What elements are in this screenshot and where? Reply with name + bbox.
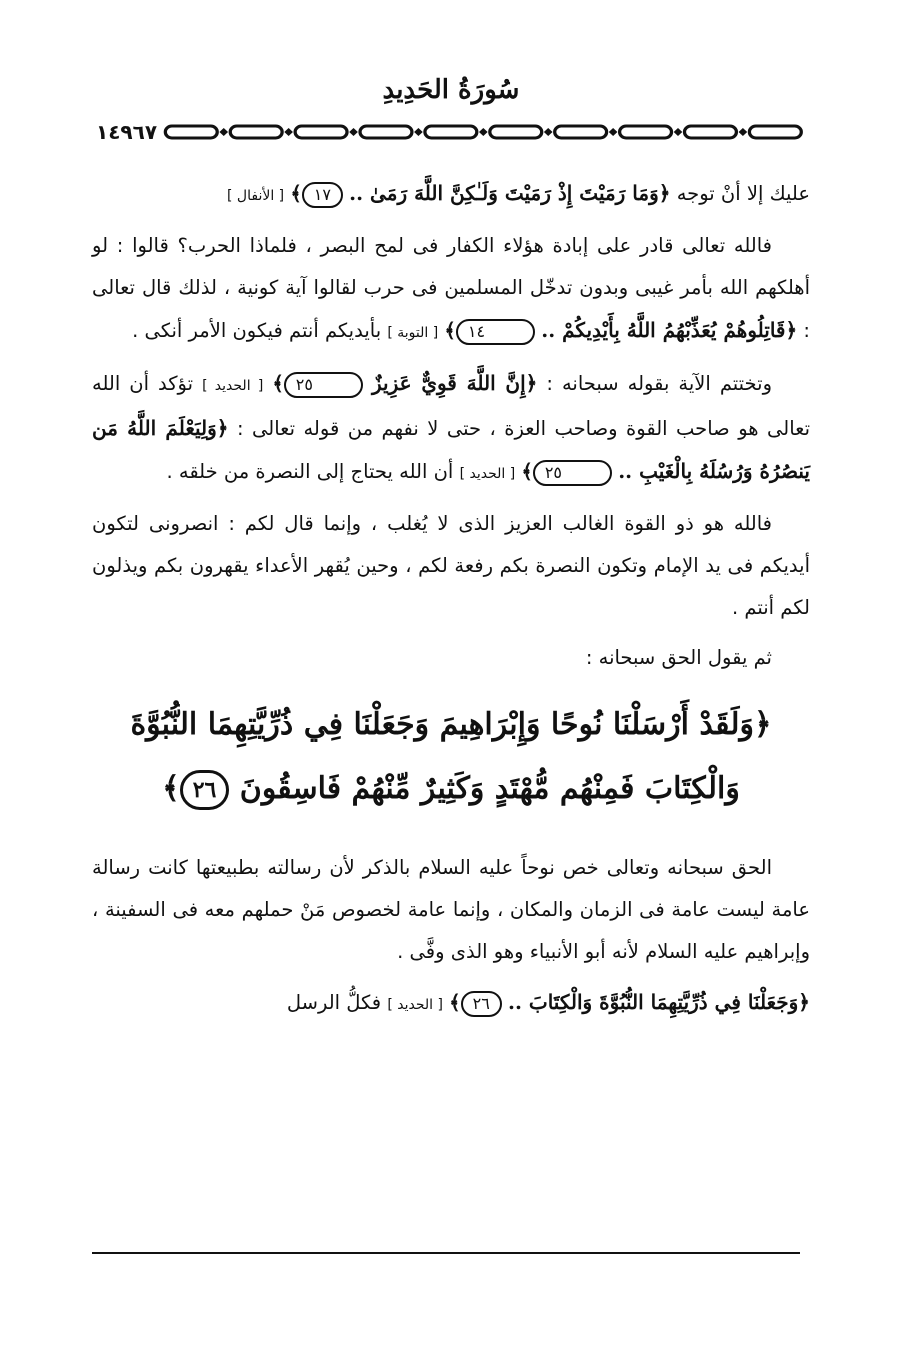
quote-close-bracket: ﴾ [272, 372, 284, 395]
ayah-number-badge: ٢٦ [461, 991, 502, 1017]
quote-close-bracket: ﴾ [444, 319, 456, 342]
verse-line-2-text: وَالْكِتَابَ فَمِنْهُم مُّهْتَدٍ وَكَثِيرٌ مِّنْهُمْ فَاسِقُونَ [239, 771, 740, 806]
ayah-number-badge: ٢٦ [180, 770, 230, 810]
surah-reference: [ التوبة ] [387, 325, 439, 341]
paragraph-text: بأيديكم أنتم فيكون الأمر أنكى . [132, 319, 382, 342]
paragraph-text: عليك إلا أنْ توجه [676, 182, 810, 205]
footer-divider [92, 1252, 800, 1254]
quran-quote: ﴿وَمَا رَمَيْتَ إِذْ رَمَيْتَ وَلَـٰكِنَّ اللَّهَ رَمَىٰ .. [349, 181, 671, 205]
paragraph-text: تؤكد أن الله تعالى هو صاحب القوة وصاحب العزة ، حتى لا نفهم من قوله تعالى : [92, 372, 811, 440]
page-body [92, 172, 810, 1026]
paragraph-3 [92, 362, 810, 495]
quran-quote: ﴿وَجَعَلْنَا فِي ذُرِّيَّتِهِمَا النُّبُوَّةَ وَالْكِتَابَ .. [508, 990, 810, 1014]
quote-close-bracket: ﴾ [449, 991, 461, 1014]
quote-close-bracket: ﴾ [521, 460, 533, 483]
ayah-number-badge: ٢٥ [284, 372, 363, 398]
surah-reference: [ الأنفال ] [227, 188, 285, 204]
paragraph-text: وتختتم الآية بقوله سبحانه : [546, 372, 772, 395]
chain-ornament-icon [161, 122, 810, 142]
quran-quote: ﴿وَلِيَعْلَمَ اللَّهُ مَن يَنصُرُهُ وَرُسُلَهُ بِالْغَيْبِ .. [92, 416, 810, 483]
surah-reference: [ الحديد ] [387, 997, 443, 1013]
paragraph-5: ثم يقول الحق سبحانه : [585, 646, 772, 669]
paragraph-text: فالله تعالى قادر على إبادة هؤلاء الكفار فى لمح البصر ، فلماذا الحرب؟ قالوا : لو أهلكهم الله بأمر غيبى وبدون تدخّل المسلمين فى حرب لقالوا آية كونية ، لذلك قال تعالى : [92, 234, 810, 342]
quote-close-bracket: ﴾ [162, 771, 180, 806]
surah-reference: [ الحديد ] [459, 466, 516, 482]
page [92, 70, 810, 1270]
paragraph-6: الحق سبحانه وتعالى خص نوحاً عليه السلام بالذكر لأن رسالته بطبيعتها كانت رسالة عامة ليست عامة فى الزمان والمكان ، وإنما عامة لخصوص مَنْ حملهم معه فى السفينة ، وإبراهيم عليه السلام لأنه أبو الأنبياء وهو الذى وفَّى . [92, 856, 810, 963]
quote-close-bracket: ﴾ [290, 182, 302, 205]
quran-quote: ﴿قَاتِلُوهُمْ يُعَذِّبْهُمُ اللَّهُ بِأَيْدِيكُمْ .. [541, 318, 798, 342]
paragraph-4: فالله هو ذو القوة الغالب العزيز الذى لا يُغلب ، وإنما قال لكم : انصرونى لتكون أيديكم فى يد الإمام وتكون النصرة بكم رفعة لكم ، وحين يُقهر الأعداء يقهرون بكم ويذلون لكم أنتم . [92, 512, 810, 619]
quran-verse-block [92, 693, 810, 821]
ayah-number-badge: ١٧ [302, 182, 343, 208]
paragraph-7 [92, 981, 810, 1026]
ayah-number-badge: ٢٥ [533, 460, 612, 486]
surah-reference: [ الحديد ] [202, 378, 264, 394]
header-ornament-band [92, 114, 810, 150]
paragraph-1 [92, 172, 810, 217]
paragraph-text: فكلُّ الرسل [286, 991, 382, 1014]
verse-line-2 [92, 757, 810, 821]
surah-title: سُورَةُ الحَدِيدِ [382, 75, 520, 105]
page-number: ١٤٩٦٧ [96, 120, 158, 144]
quran-quote: ﴿إِنَّ اللَّهَ قَوِيٌّ عَزِيزٌ [371, 371, 538, 395]
paragraph-text: أن الله يحتاج إلى النصرة من خلقه . [166, 460, 454, 483]
verse-line-1: ﴿وَلَقَدْ أَرْسَلْنَا نُوحًا وَإِبْرَاهِيمَ وَجَعَلْنَا فِي ذُرِّيَّتِهِمَا النُّبُوَّةَ [130, 707, 772, 742]
ayah-number-badge: ١٤ [456, 319, 535, 345]
paragraph-2 [92, 225, 810, 354]
